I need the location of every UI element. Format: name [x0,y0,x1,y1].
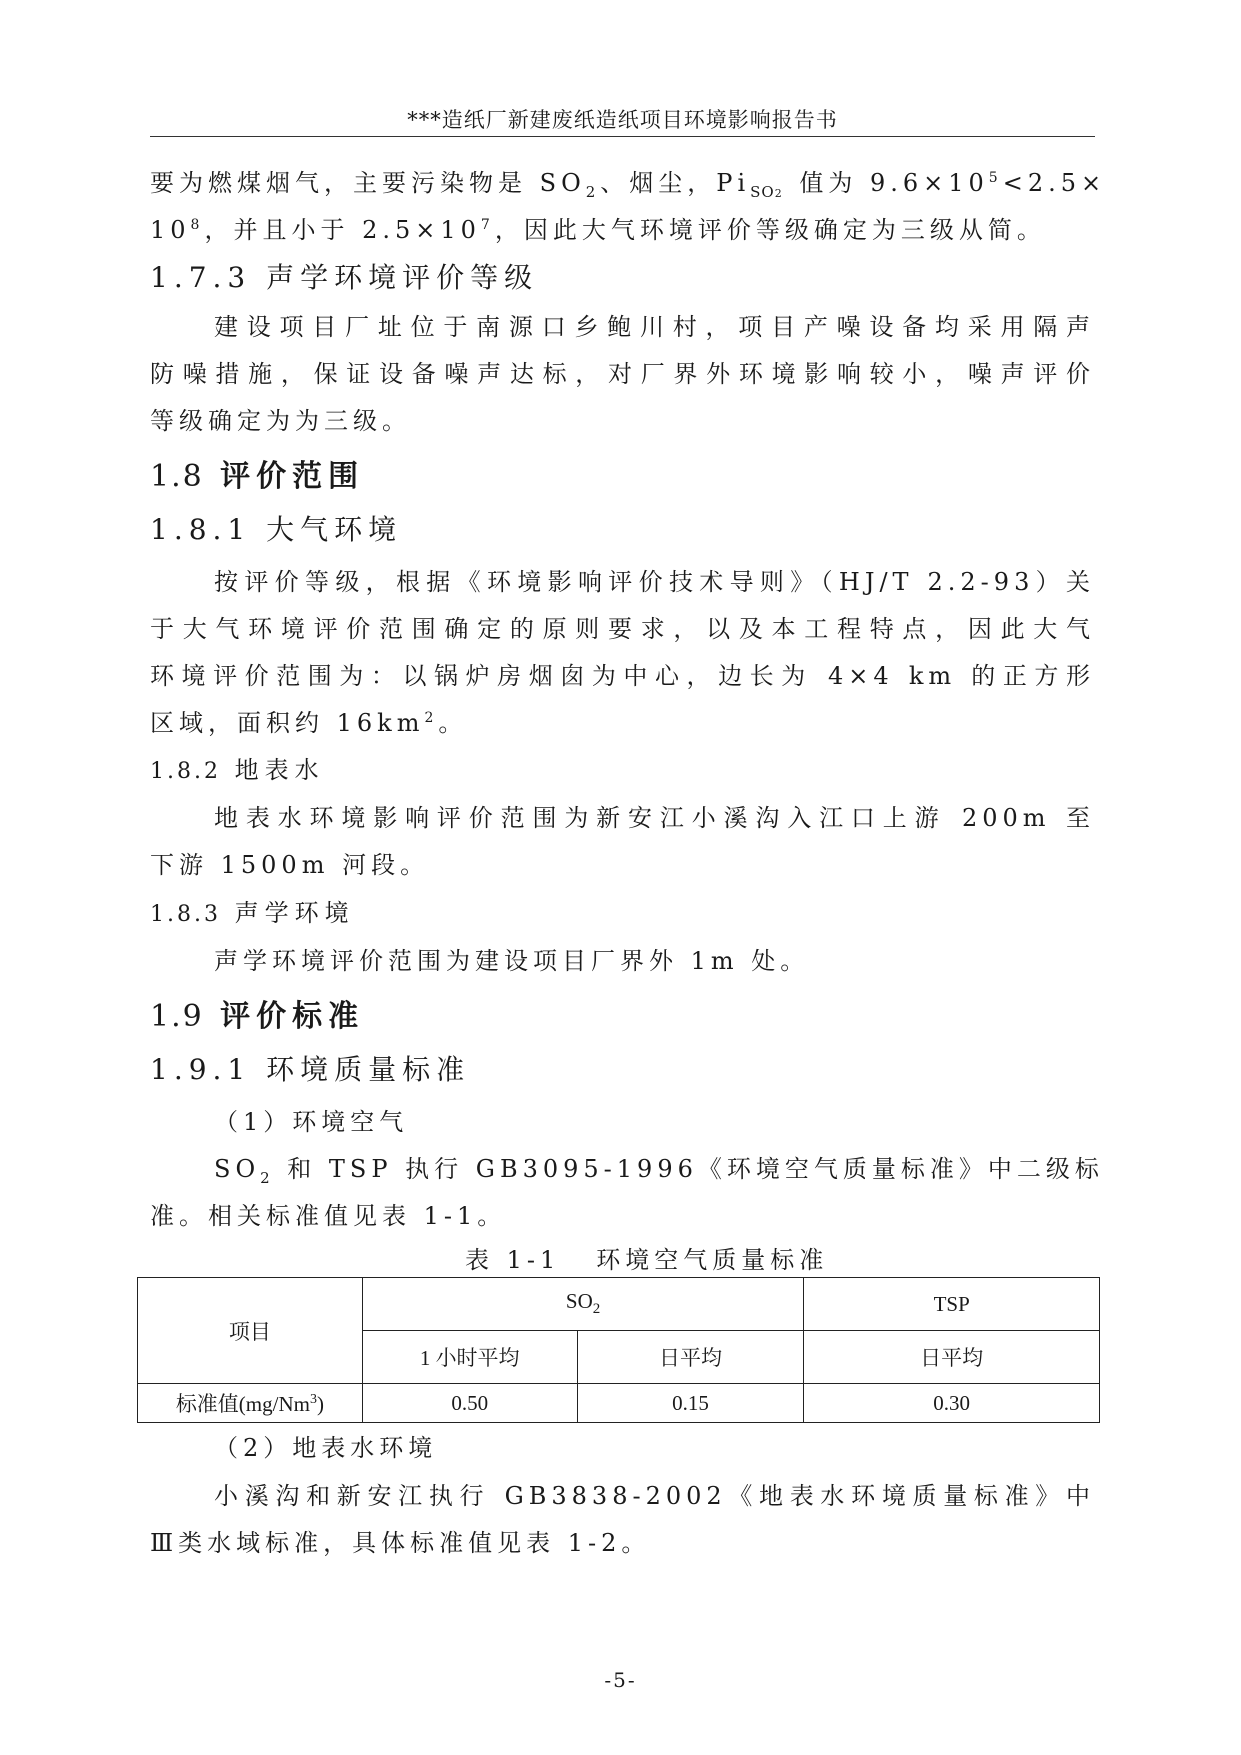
heading-text: 大气环境 [266,513,403,546]
intro-text: ，因此大气环境评价等级确定为三级从简。 [494,216,1046,244]
section-heading-1-8-1 [150,508,1095,548]
paragraph-line: 声学环境评价范围为建设项目厂界外 1m 处。 [214,947,810,975]
intro-line-1 [150,163,1107,201]
subscript: 2 [592,1301,601,1318]
header-rule [150,136,1095,137]
air-quality-standards-table [137,1277,1100,1423]
cell-so2-day: 0.15 [577,1384,804,1423]
section-heading-1-9-1 [150,1048,1095,1088]
intro-text: <2.5× [1002,169,1107,197]
paragraph-line: 等级确定为为三级。 [150,407,411,435]
section-heading-1-8-2 [150,750,1095,785]
paragraph-line: Ⅲ类水域标准，具体标准值见表 1-2。 [150,1529,651,1557]
paragraph-line: 准。相关标准值见表 1-1。 [150,1202,507,1230]
list-item-surface-water: （2）地表水环境 [214,1434,438,1462]
subscript: 2 [260,1168,275,1187]
subheader-cell-day-avg: 日平均 [804,1331,1100,1384]
intro-text: 、烟尘，Pi [600,169,751,197]
cell-text: SO [565,1289,593,1314]
subscript: SO [750,182,775,201]
paragraph-line: 防噪措施，保证设备噪声达标，对厂界外环境影响较小，噪声评价 [150,360,1095,388]
subscript: 2 [774,186,787,200]
paragraph-line: 小溪沟和新安江执行 GB3838-2002《地表水环境质量标准》中 [214,1482,1095,1510]
paragraph-line: 建设项目厂址位于南源口乡鲍川村，项目产噪设备均采用隔声 [214,313,1095,341]
list-item-air: （1）环境空气 [214,1108,409,1136]
subscript: 2 [585,182,601,201]
cell-so2-1h: 0.50 [362,1384,577,1423]
heading-number: 1.8 [150,459,204,494]
heading-text: 地表水 [234,756,325,784]
paragraph-line [150,703,1095,738]
paragraph-text: 区域，面积约 16km [150,709,425,737]
table-header-row [138,1278,1100,1331]
section-heading-1-8 [150,451,1095,495]
section-heading-1-8-3 [150,893,1095,928]
cell-text: 标准值(mg/Nm [175,1392,310,1416]
row-label-standard-value [138,1384,363,1423]
superscript: 5 [988,170,1003,186]
intro-text: 10 [150,216,191,244]
heading-number: 1.9 [150,999,204,1034]
paragraph-line: 环境评价范围为：以锅炉房烟囱为中心，边长为 4×4 km 的正方形 [150,662,1095,690]
paragraph-line [214,1149,1104,1187]
heading-number: 1.8.2 [150,759,221,784]
paragraph-text: 和 TSP 执行 GB3095-1996《环境空气质量标准》中二级标 [274,1155,1104,1183]
heading-text: 评价标准 [220,999,365,1034]
caption-text: 环境空气质量标准 [596,1246,829,1274]
subheader-cell-day-avg: 日平均 [577,1331,804,1384]
section-heading-1-7-3 [150,256,1095,296]
cell-text: ) [316,1392,324,1416]
superscript: 8 [190,217,205,233]
paragraph-line: 下游 1500m 河段。 [150,851,430,879]
heading-number: 1.8.3 [150,902,221,927]
header-cell-tsp: TSP [804,1278,1100,1331]
intro-text: 值为 9.6×10 [786,169,989,197]
heading-number: 1.8.1 [150,513,252,546]
heading-number: 1.7.3 [150,261,252,294]
paragraph-text: SO [214,1155,261,1183]
subheader-cell-1h-avg: 1 小时平均 [362,1331,577,1384]
paragraph-text: 。 [438,709,468,737]
paragraph-line: 地表水环境影响评价范围为新安江小溪沟入江口上游 200m 至 [214,804,1095,832]
heading-text: 声学环境 [234,899,355,927]
table-caption [465,1240,828,1275]
intro-text: ，并且小于 2.5×10 [204,216,481,244]
cell-tsp-day: 0.30 [804,1384,1100,1423]
header-cell-item: 项目 [138,1278,363,1384]
heading-text: 声学环境评价等级 [266,261,539,294]
table-row [138,1384,1100,1423]
header-cell-so2 [362,1278,804,1331]
document-header-title: ***造纸厂新建废纸造纸项目环境影响报告书 [407,108,838,132]
caption-number: 表 1-1 [465,1246,561,1274]
superscript: 3 [309,1392,317,1407]
intro-line-2 [150,210,1095,245]
intro-text: 要为燃煤烟气，主要污染物是 SO [150,169,586,197]
paragraph-line: 于大气环境评价范围确定的原则要求，以及本工程特点，因此大气 [150,615,1095,643]
superscript: 7 [480,217,495,233]
paragraph-line: 按评价等级，根据《环境影响评价技术导则》（HJ/T 2.2-93）关 [214,568,1095,596]
heading-text: 环境质量标准 [266,1053,471,1086]
superscript: 2 [424,710,439,726]
heading-number: 1.9.1 [150,1053,252,1086]
heading-text: 评价范围 [220,459,365,494]
page-number: -5- [604,1668,637,1692]
section-heading-1-9 [150,991,1095,1035]
